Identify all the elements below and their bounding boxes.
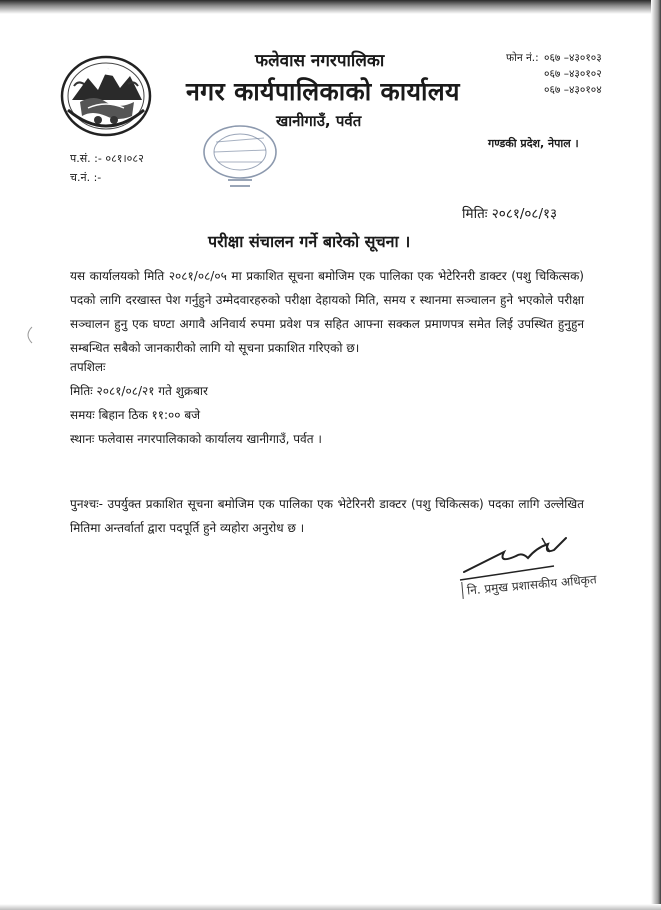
phone-row bbox=[506, 66, 602, 82]
phone-number: ०६७ –४३०१०४ bbox=[544, 84, 602, 96]
chalani-number: च.नं. :- bbox=[70, 171, 102, 184]
phone-label bbox=[506, 66, 544, 82]
phone-label: फोन नं.: bbox=[506, 52, 539, 64]
phone-label bbox=[506, 82, 544, 98]
scan-mark-icon bbox=[22, 325, 34, 345]
notice-body-paragraph: यस कार्यालयको मिति २०८१/०८/०५ मा प्रकाशित सूचना बमोजिम एक पालिका एक भेटेरिनरी डाक्टर (पशु चिकित्सक) पदको लागि दरखास्त पेश गर्नुहुने उम्मेदवारहरुको परीक्षा देहायको मिति, समय र स्थानमा सञ्चालन हुने भएकोले परीक्षा सञ्चालन हुनु एक घण्टा अगावै अनिवार्य रुपमा प्रवेश पत्र सहित आफ्ना सक्कल प्रमाणपत्र समेत लिई उपस्थित हुनुहुन सम्बन्धित सबैको जानकारीको लागि यो सूचना प्रकाशित गरिएको छ। bbox=[70, 269, 584, 355]
office-seal-stamp bbox=[194, 122, 286, 192]
details-date: मितिः २०८१/०८/२१ गते शुक्रबार bbox=[70, 384, 208, 398]
scan-edge-top bbox=[0, 0, 661, 14]
province: गण्डकी प्रदेश, नेपाल । bbox=[488, 137, 579, 150]
details-time: समयः बिहान ठिक ११:०० बजे bbox=[70, 408, 201, 422]
details-block bbox=[70, 355, 322, 451]
scan-edge-bottom bbox=[0, 904, 661, 910]
phone-number: ०६७ –४३०१०२ bbox=[544, 68, 602, 80]
postscript-paragraph: पुनश्चः- उपर्युक्त प्रकाशित सूचना बमोजिम एक पालिका एक भेटेरिनरी डाक्टर (पशु चिकित्सक) पदका लागि उल्लेखित मितिमा अन्तर्वार्ता द्वारा पदपूर्ति हुने व्यहोरा अनुरोध छ । bbox=[70, 497, 584, 535]
notice-date: मितिः २०८१/०८/१३ bbox=[462, 206, 558, 222]
notice-subject: परीक्षा संचालन गर्ने बारेको सूचना । bbox=[208, 232, 411, 251]
office-name: नगर कार्यपालिकाको कार्यालय bbox=[186, 77, 460, 106]
phone-row bbox=[506, 50, 602, 66]
patra-sankhya: प.सं. :- ०८१।०८२ bbox=[70, 152, 144, 165]
municipality-name: फलेवास नगरपालिका bbox=[255, 51, 385, 71]
phone-numbers bbox=[506, 50, 602, 98]
scan-edge-right bbox=[651, 0, 661, 910]
office-location: खानीगाउँ, पर्वत bbox=[276, 112, 362, 130]
details-venue: स्थानः फलेवास नगरपालिकाको कार्यालय खानीगाउँ, पर्वत । bbox=[70, 432, 322, 446]
nepal-emblem-icon bbox=[58, 50, 154, 138]
phone-number: ०६७ –४३०१०३ bbox=[544, 52, 602, 64]
phone-row bbox=[506, 82, 602, 98]
details-heading: तपशिलः bbox=[70, 360, 106, 374]
signatory-title: नि. प्रमुख प्रशासकीय अधिकृत bbox=[461, 570, 597, 599]
